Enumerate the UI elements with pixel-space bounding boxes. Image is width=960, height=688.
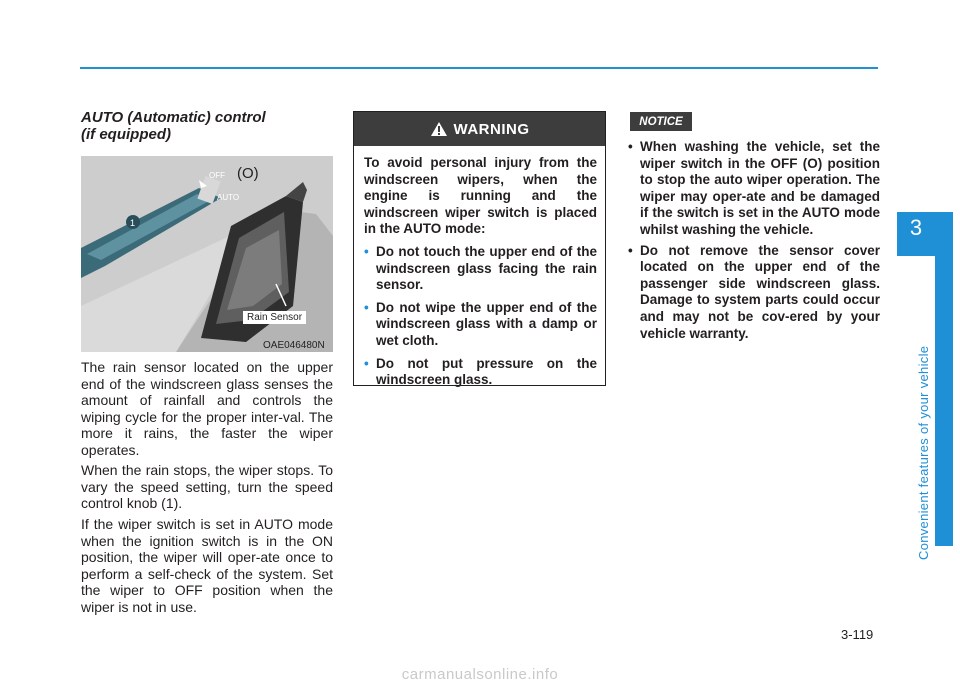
auto-label: AUTO	[217, 193, 240, 202]
figure-code: OAE046480N	[263, 340, 325, 351]
chapter-number: 3	[909, 215, 923, 240]
warning-intro: To avoid personal injury from the windscreen wipers, when the engine is running and the windscreen wiper switch is placed in the AUTO mode:	[364, 155, 597, 237]
warning-header	[354, 112, 605, 146]
warning-item: • Do not wipe the upper end of the windscreen glass with a damp or wet cloth.	[364, 300, 597, 350]
notice-list	[627, 139, 880, 346]
notice-item: • When washing the vehicle, set the wiper switch in the OFF (O) position to stop the auto wiper operation. The wiper may oper-ate and be damaged if the switch is set in the AUTO mode whilst washing the vehicle.	[627, 139, 880, 239]
warning-item: • Do not put pressure on the windscreen glass.	[364, 356, 597, 389]
figure-callout-off: (O)	[237, 165, 259, 182]
page-number: 3-119	[841, 627, 874, 642]
body-paragraph-2: When the rain stops, the wiper stops. To vary the speed setting, turn the speed control knob (1).	[81, 462, 333, 512]
section-title-line1: AUTO (Automatic) control	[81, 109, 266, 126]
rain-sensor-label: Rain Sensor	[243, 311, 306, 324]
notice-item: • Do not remove the sensor cover located on the upper end of the passenger side windscreen glass. Damage to system parts could occur and may not be cov-ered by your vehicle warranty.	[627, 243, 880, 343]
chapter-strip	[897, 256, 935, 560]
section-title-line2: (if equipped)	[81, 126, 171, 143]
body-paragraph-1: The rain sensor located on the upper end of the windscreen glass senses the amount of rainfall and controls the wiping cycle for the proper inter-val. The more it rains, the faster the wiper operates.	[81, 359, 333, 458]
body-paragraph-3: If the wiper switch is set in AUTO mode when the ignition switch is in the ON position, the wiper will oper-ate once to perform a self-check of the system. Set the wiper to OFF position when the wiper is not in use.	[81, 516, 333, 615]
top-rule	[80, 67, 878, 69]
chapter-tab	[897, 212, 953, 560]
warning-box	[353, 111, 606, 386]
watermark: carmanualsonline.info	[401, 666, 559, 683]
warning-list	[364, 244, 597, 389]
warning-label: WARNING	[453, 120, 530, 138]
warning-body	[354, 146, 605, 389]
off-label: OFF	[209, 171, 225, 180]
warning-triangle-icon	[430, 121, 448, 137]
chapter-title: Convenient features of your vehicle	[916, 345, 931, 560]
section-title	[81, 109, 341, 143]
svg-text:1: 1	[130, 218, 136, 228]
notice-badge: NOTICE	[630, 112, 692, 131]
warning-item: • Do not touch the upper end of the windscreen glass facing the rain sensor.	[364, 244, 597, 294]
